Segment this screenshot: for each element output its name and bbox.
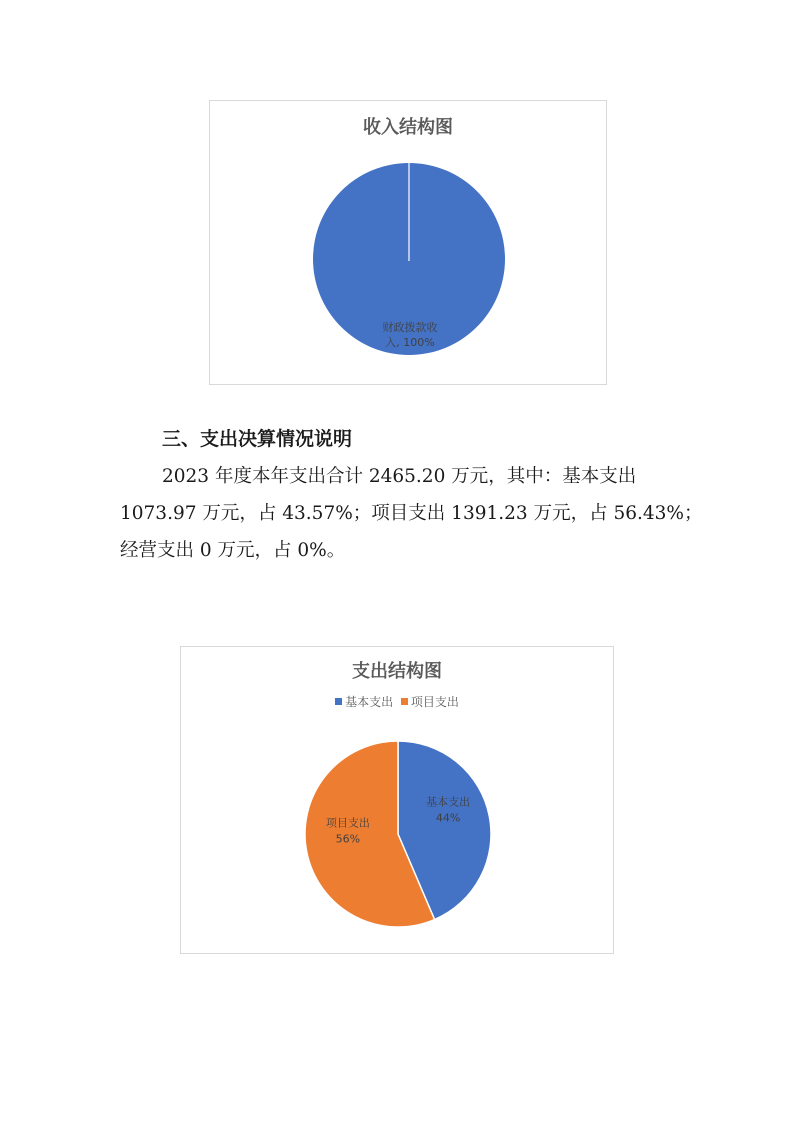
legend-label: 项目支出	[410, 695, 459, 709]
slice-percent-label: 44%	[435, 811, 461, 825]
chart-title: 收入结构图	[363, 117, 453, 138]
expenditure-structure-chart	[180, 646, 614, 954]
income-pie-svg	[210, 101, 608, 386]
slice-data-label: 财政拨款收	[382, 321, 438, 334]
slice-percent-label: 56%	[335, 832, 361, 846]
slice-name-label: 基本支出	[426, 795, 471, 809]
expenditure-pie-svg	[181, 647, 615, 955]
paragraph-line-3: 经营支出 0 万元，占 0%。	[120, 540, 346, 561]
slice-name-label: 项目支出	[325, 816, 370, 830]
paragraph-line-1: 2023 年度本年支出合计 2465.20 万元，其中：基本支出	[162, 466, 637, 487]
paragraph-line-2: 1073.97 万元，占 43.57%；项目支出 1391.23 万元，占 56.43%；	[120, 503, 703, 524]
legend-label: 基本支出	[345, 695, 394, 709]
chart-title: 支出结构图	[352, 661, 442, 682]
slice-data-label: 入, 100%	[385, 336, 435, 349]
section-heading: 三、支出决算情况说明	[162, 428, 353, 450]
income-structure-chart	[209, 100, 607, 385]
